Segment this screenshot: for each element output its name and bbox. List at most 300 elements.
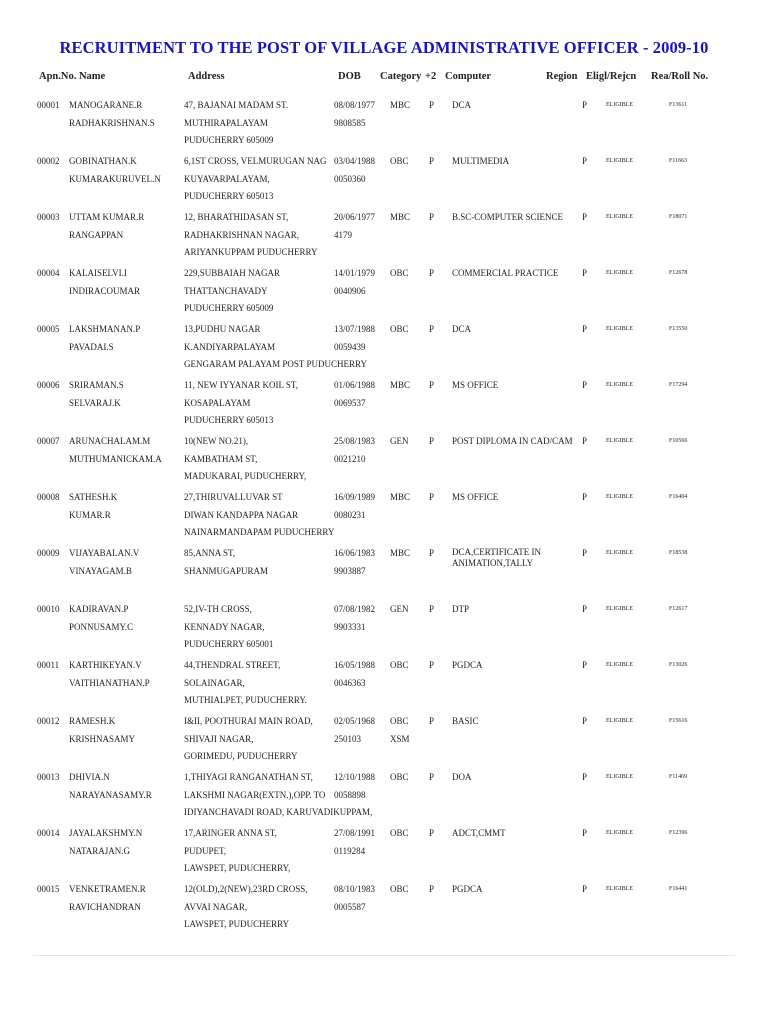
- address-cell-line: MUTHIALPET, PUDUCHERRY.: [184, 695, 307, 705]
- roll-number-cell-line: F11469: [669, 774, 688, 780]
- applicant-name: [69, 377, 124, 412]
- plus2-cell-line: P: [429, 324, 435, 334]
- applicant-name-line: VINAYAGAM.B: [69, 565, 132, 576]
- roll-number-cell: [669, 713, 687, 731]
- eligibility-cell-line: ELIGIBLE: [606, 382, 633, 388]
- applicant-name: [69, 545, 139, 580]
- roll-number-cell: [669, 321, 687, 339]
- dob-cell: [334, 433, 375, 468]
- eligibility-cell: [606, 713, 633, 731]
- apn-number-line: 00011: [37, 660, 60, 670]
- apn-number: [37, 265, 60, 283]
- address-cell-line: GORIMEDU, PUDUCHERRY: [184, 751, 298, 761]
- dob-cell-line: 0058898: [334, 789, 366, 800]
- address-cell-line: 47, BAJANAI MADAM ST.: [184, 100, 289, 110]
- applicant-name-line: KALAISELVI.I: [69, 268, 127, 278]
- address-cell-line: I&II, POOTHURAI MAIN ROAD,: [184, 716, 313, 726]
- computer-cell: [452, 265, 558, 283]
- address-cell-line: 6,1ST CROSS, VELMURUGAN NAG: [184, 156, 327, 166]
- dob-cell: [334, 209, 375, 244]
- dob-cell-line: 9903887: [334, 565, 366, 576]
- table-row: [0, 881, 768, 937]
- eligibility-cell-line: ELIGIBLE: [606, 662, 633, 668]
- address-cell-line: 10(NEW NO.21),: [184, 436, 249, 446]
- apn-number: [37, 545, 60, 563]
- plus2-cell: [429, 153, 434, 171]
- eligibility-cell-line: ELIGIBLE: [606, 158, 633, 164]
- address-cell: [184, 657, 307, 710]
- applicant-name-line: VENKETRAMEN.R: [69, 884, 146, 894]
- category-cell: [390, 713, 410, 748]
- roll-number-cell-line: F10566: [669, 438, 688, 444]
- plus2-cell-line: P: [429, 548, 435, 558]
- applicant-name-line: RADHAKRISHNAN.S: [69, 117, 155, 128]
- dob-cell-line: 14/01/1979: [334, 268, 376, 278]
- address-cell-line: 17,ARINGER ANNA ST,: [184, 828, 277, 838]
- address-cell-line: 12(OLD),2(NEW),23RD CROSS,: [184, 884, 308, 894]
- address-cell-line: MADUKARAI, PUDUCHERRY,: [184, 471, 307, 481]
- applicant-name: [69, 825, 142, 860]
- address-cell-line: KENNADY NAGAR,: [184, 621, 265, 632]
- address-cell-line: PUDUCHERRY 605009: [184, 303, 274, 313]
- dob-cell-line: 16/09/1989: [334, 492, 376, 502]
- applicant-name-line: RANGAPPAN: [69, 229, 124, 240]
- dob-cell-line: 9808585: [334, 117, 366, 128]
- category-cell: [390, 433, 409, 451]
- address-cell: [184, 377, 298, 430]
- applicant-name: [69, 97, 155, 132]
- address-cell-line: 44,THENDRAL STREET,: [184, 660, 281, 670]
- apn-number: [37, 209, 60, 227]
- address-cell-line: 13,PUDHU NAGAR: [184, 324, 261, 334]
- dob-cell-line: 0046363: [334, 677, 366, 688]
- region-cell: [582, 153, 587, 171]
- plus2-cell: [429, 601, 434, 619]
- region-cell-line: P: [582, 660, 588, 670]
- dob-cell-line: 13/07/1988: [334, 324, 376, 334]
- table-row: [0, 265, 768, 321]
- roll-number-cell: [669, 545, 687, 563]
- plus2-cell: [429, 657, 434, 675]
- header-plus2: +2: [425, 71, 437, 82]
- computer-cell-line: DTP: [452, 604, 470, 614]
- address-cell-line: 229,SUBBAIAH NAGAR: [184, 268, 281, 278]
- eligibility-cell-line: ELIGIBLE: [606, 214, 633, 220]
- header-dob: DOB: [338, 71, 361, 82]
- plus2-cell: [429, 97, 434, 115]
- category-cell: [390, 881, 409, 899]
- dob-cell: [334, 265, 375, 300]
- address-cell-line: 1,THIYAGI RANGANATHAN ST,: [184, 772, 313, 782]
- plus2-cell-line: P: [429, 492, 435, 502]
- region-cell-line: P: [582, 772, 588, 782]
- address-cell-line: 12, BHARATHIDASAN ST,: [184, 212, 289, 222]
- eligibility-cell: [606, 769, 633, 787]
- applicant-name: [69, 489, 117, 524]
- applicant-name-line: VIJAYABALAN.V: [69, 548, 140, 558]
- dob-cell-line: 08/08/1977: [334, 100, 376, 110]
- computer-cell: [452, 825, 506, 843]
- eligibility-cell: [606, 601, 633, 619]
- eligibility-cell-line: ELIGIBLE: [606, 886, 633, 892]
- eligibility-cell-line: ELIGIBLE: [606, 438, 633, 444]
- apn-number: [37, 377, 60, 395]
- plus2-cell: [429, 377, 434, 395]
- address-cell-line: NAINARMANDAPAM PUDUCHERRY: [184, 527, 335, 537]
- dob-cell-line: 25/08/1983: [334, 436, 376, 446]
- eligibility-cell: [606, 97, 633, 115]
- address-cell: [184, 153, 326, 206]
- apn-number: [37, 825, 60, 843]
- computer-cell: [452, 601, 469, 619]
- applicant-name-line: GOBINATHAN.K: [69, 156, 137, 166]
- category-cell: [390, 769, 409, 787]
- apn-number-line: 00008: [37, 492, 60, 502]
- applicant-name-line: VAITHIANATHAN.P: [69, 677, 150, 688]
- table-row: [0, 713, 768, 769]
- category-cell: [390, 209, 410, 227]
- apn-number-line: 00007: [37, 436, 60, 446]
- region-cell-line: P: [582, 380, 588, 390]
- applicant-name: [69, 881, 146, 916]
- plus2-cell-line: P: [429, 716, 435, 726]
- address-cell-line: LAWSPET, PUDUCHERRY: [184, 919, 290, 929]
- computer-cell-line: MULTIMEDIA: [452, 156, 510, 166]
- address-cell: [184, 97, 288, 150]
- category-cell-line: XSM: [390, 733, 410, 744]
- computer-cell: [452, 209, 563, 227]
- plus2-cell-line: P: [429, 884, 435, 894]
- apn-number-line: 00004: [37, 268, 60, 278]
- applicant-name: [69, 153, 161, 188]
- dob-cell: [334, 657, 375, 692]
- dob-cell-line: 0040906: [334, 285, 366, 296]
- plus2-cell: [429, 265, 434, 283]
- category-cell-line: MBC: [390, 212, 411, 222]
- roll-number-cell-line: F12678: [669, 270, 688, 276]
- roll-number-cell: [669, 97, 687, 115]
- dob-cell-line: 0059439: [334, 341, 366, 352]
- plus2-cell: [429, 769, 434, 787]
- dob-cell-line: 20/06/1977: [334, 212, 376, 222]
- table-row: [0, 657, 768, 713]
- roll-number-cell-line: F12617: [669, 606, 688, 612]
- address-cell-line: GENGARAM PALAYAM POST PUDUCHERRY: [184, 359, 367, 369]
- eligibility-cell-line: ELIGIBLE: [606, 326, 633, 332]
- eligibility-cell-line: ELIGIBLE: [606, 718, 633, 724]
- dob-cell-line: 0005587: [334, 901, 366, 912]
- category-cell: [390, 321, 409, 339]
- address-cell: [184, 825, 290, 878]
- computer-cell: [452, 321, 471, 339]
- dob-cell-line: 0050360: [334, 173, 366, 184]
- applicant-name: [69, 321, 140, 356]
- header-roll: Rea/Roll No.: [651, 71, 709, 82]
- address-cell-line: PUDUPET,: [184, 845, 227, 856]
- roll-number-cell: [669, 265, 687, 283]
- region-cell-line: P: [582, 436, 588, 446]
- eligibility-cell-line: ELIGIBLE: [606, 494, 633, 500]
- table-row: [0, 97, 768, 153]
- apn-number: [37, 657, 59, 675]
- address-cell-line: K.ANDIYARPALAYAM: [184, 341, 276, 352]
- address-cell-line: AVVAI NAGAR,: [184, 901, 248, 912]
- dob-cell-line: 0069537: [334, 397, 366, 408]
- address-cell-line: KUYAVARPALAYAM,: [184, 173, 270, 184]
- plus2-cell-line: P: [429, 212, 435, 222]
- applicant-name-line: PAVADAI.S: [69, 341, 114, 352]
- dob-cell: [334, 489, 375, 524]
- applicant-name-line: INDIRACOUMAR: [69, 285, 141, 296]
- roll-number-cell-line: F18538: [669, 550, 688, 556]
- region-cell: [582, 489, 587, 507]
- category-cell-line: OBC: [390, 884, 409, 894]
- computer-cell: [452, 769, 472, 787]
- category-cell-line: OBC: [390, 156, 409, 166]
- applicant-name-line: SRIRAMAN.S: [69, 380, 124, 390]
- category-cell: [390, 489, 410, 507]
- address-cell-line: LAWSPET, PUDUCHERRY,: [184, 863, 291, 873]
- computer-cell-line: DOA: [452, 772, 472, 782]
- category-cell-line: OBC: [390, 324, 409, 334]
- applicant-name-line: KADIRAVAN.P: [69, 604, 129, 614]
- eligibility-cell: [606, 657, 633, 675]
- apn-number-line: 00006: [37, 380, 60, 390]
- dob-cell-line: 0080231: [334, 509, 366, 520]
- region-cell: [582, 209, 587, 227]
- header-region: Region: [546, 71, 578, 82]
- applicant-name: [69, 209, 144, 244]
- plus2-cell-line: P: [429, 828, 435, 838]
- address-cell: [184, 433, 306, 486]
- apn-number-line: 00001: [37, 100, 60, 110]
- eligibility-cell: [606, 377, 633, 395]
- dob-cell-line: 03/04/1988: [334, 156, 376, 166]
- applicant-name-line: NARAYANASAMY.R: [69, 789, 152, 800]
- dob-cell: [334, 97, 375, 132]
- roll-number-cell-line: F13550: [669, 326, 688, 332]
- computer-cell: [452, 97, 471, 115]
- region-cell: [582, 881, 587, 899]
- table-row: [0, 489, 768, 545]
- eligibility-cell: [606, 825, 633, 843]
- roll-number-cell-line: F11663: [669, 158, 688, 164]
- category-cell-line: OBC: [390, 268, 409, 278]
- computer-cell-line: DCA: [452, 324, 472, 334]
- plus2-cell: [429, 489, 434, 507]
- eligibility-cell: [606, 545, 633, 563]
- dob-cell-line: 07/08/1982: [334, 604, 376, 614]
- region-cell: [582, 377, 587, 395]
- apn-number: [37, 153, 60, 171]
- computer-cell-line: MS OFFICE: [452, 380, 499, 390]
- applicant-name-line: ARUNACHALAM.M: [69, 436, 151, 446]
- eligibility-cell: [606, 153, 633, 171]
- category-cell-line: MBC: [390, 100, 411, 110]
- header-category: Category: [380, 71, 422, 82]
- eligibility-cell: [606, 265, 633, 283]
- address-cell: [184, 881, 308, 934]
- address-cell: [184, 265, 280, 318]
- roll-number-cell: [669, 489, 687, 507]
- applicant-name-line: DHIVIA.N: [69, 772, 110, 782]
- region-cell-line: P: [582, 716, 588, 726]
- plus2-cell: [429, 209, 434, 227]
- address-cell-line: PUDUCHERRY 605013: [184, 191, 274, 201]
- table-row: [0, 377, 768, 433]
- region-cell-line: P: [582, 884, 588, 894]
- eligibility-cell-line: ELIGIBLE: [606, 606, 633, 612]
- computer-cell-line: BASIC: [452, 716, 479, 726]
- apn-number-line: 00005: [37, 324, 60, 334]
- address-cell: [184, 601, 273, 654]
- applicant-name-line: SELVARAJ.K: [69, 397, 121, 408]
- page-title: RECRUITMENT TO THE POST OF VILLAGE ADMINISTRATIVE OFFICER - 2009-10: [59, 38, 709, 57]
- region-cell: [582, 657, 587, 675]
- applicant-name-line: SATHESH.K: [69, 492, 118, 502]
- region-cell-line: P: [582, 548, 588, 558]
- applicant-name-line: MANOGARANE.R: [69, 100, 143, 110]
- address-cell-line: RADHAKRISHNAN NAGAR,: [184, 229, 300, 240]
- dob-cell: [334, 377, 375, 412]
- computer-cell-line: MS OFFICE: [452, 492, 499, 502]
- dob-cell-line: 0021210: [334, 453, 366, 464]
- eligibility-cell: [606, 881, 633, 899]
- address-cell-line: ARIYANKUPPAM PUDUCHERRY: [184, 247, 318, 257]
- applicant-name-line: PONNUSAMY.C: [69, 621, 134, 632]
- region-cell-line: P: [582, 268, 588, 278]
- apn-number: [37, 433, 60, 451]
- category-cell-line: OBC: [390, 660, 409, 670]
- roll-number-cell-line: F16404: [669, 494, 688, 500]
- computer-cell-line: COMMERCIAL PRACTICE: [452, 268, 559, 278]
- apn-number: [37, 769, 60, 787]
- category-cell-line: OBC: [390, 828, 409, 838]
- apn-number: [37, 713, 60, 731]
- region-cell-line: P: [582, 156, 588, 166]
- roll-number-cell-line: F16441: [669, 886, 688, 892]
- address-cell-line: KOSAPALAYAM: [184, 397, 251, 408]
- roll-number-cell: [669, 825, 687, 843]
- region-cell: [582, 545, 587, 563]
- region-cell-line: P: [582, 604, 588, 614]
- category-cell: [390, 265, 409, 283]
- apn-number-line: 00002: [37, 156, 60, 166]
- dob-cell-line: 01/06/1988: [334, 380, 376, 390]
- apn-number-line: 00010: [37, 604, 60, 614]
- table-row: [0, 601, 768, 657]
- applicant-name: [69, 657, 150, 692]
- roll-number-cell: [669, 153, 687, 171]
- plus2-cell-line: P: [429, 772, 435, 782]
- apn-number: [37, 601, 60, 619]
- category-cell: [390, 825, 409, 843]
- category-cell: [390, 545, 410, 563]
- region-cell: [582, 825, 587, 843]
- dob-cell-line: 16/05/1988: [334, 660, 376, 670]
- roll-number-cell-line: F13611: [669, 102, 688, 108]
- category-cell: [390, 377, 410, 395]
- roll-number-cell: [669, 657, 687, 675]
- plus2-cell-line: P: [429, 268, 435, 278]
- region-cell-line: P: [582, 492, 588, 502]
- category-cell-line: MBC: [390, 492, 411, 502]
- roll-number-cell: [669, 881, 687, 899]
- header-address: Address: [188, 71, 225, 82]
- category-cell-line: GEN: [390, 436, 409, 446]
- category-cell-line: MBC: [390, 548, 411, 558]
- computer-cell-line: PGDCA: [452, 660, 483, 670]
- applicant-name-line: MUTHUMANICKAM.A: [69, 453, 162, 464]
- eligibility-cell-line: ELIGIBLE: [606, 102, 633, 108]
- eligibility-cell-line: ELIGIBLE: [606, 830, 633, 836]
- computer-cell-line: DCA,CERTIFICATE IN ANIMATION,TALLY: [452, 547, 541, 568]
- apn-number-line: 00014: [37, 828, 60, 838]
- header-computer: Computer: [445, 71, 492, 82]
- computer-cell: [452, 547, 580, 569]
- plus2-cell: [429, 713, 434, 731]
- dob-cell-line: 9903331: [334, 621, 366, 632]
- dob-cell-line: 02/05/1968: [334, 716, 376, 726]
- plus2-cell: [429, 881, 434, 899]
- computer-cell: [452, 713, 479, 731]
- eligibility-cell-line: ELIGIBLE: [606, 774, 633, 780]
- region-cell: [582, 713, 587, 731]
- applicant-name-line: KRISHNASAMY: [69, 733, 136, 744]
- plus2-cell-line: P: [429, 100, 435, 110]
- address-cell-line: PUDUCHERRY 605009: [184, 135, 274, 145]
- address-cell: [184, 489, 334, 542]
- address-cell: [184, 713, 313, 766]
- applicant-name-line: RAVICHANDRAN: [69, 901, 141, 912]
- table-row: [0, 545, 768, 601]
- applicant-name-line: LAKSHMANAN.P: [69, 324, 141, 334]
- address-cell-line: 85,ANNA ST,: [184, 548, 236, 558]
- plus2-cell: [429, 321, 434, 339]
- dob-cell-line: 0119284: [334, 845, 366, 856]
- address-cell-line: 11, NEW IYYANAR KOIL ST,: [184, 380, 298, 390]
- plus2-cell: [429, 433, 434, 451]
- dob-cell-line: 250103: [334, 733, 361, 744]
- computer-cell: [452, 377, 498, 395]
- address-cell-line: MUTHIRAPALAYAM: [184, 117, 268, 128]
- header-elig: Eligl/Rejcn: [586, 71, 637, 82]
- plus2-cell: [429, 545, 434, 563]
- dob-cell-line: 4179: [334, 229, 352, 240]
- table-row: [0, 769, 768, 825]
- address-cell-line: SHIVAJI NAGAR,: [184, 733, 254, 744]
- applicant-name-line: RAMESH.K: [69, 716, 116, 726]
- address-cell-line: IDIYANCHAVADI ROAD, KARUVADIKUPPAM,: [184, 807, 373, 817]
- region-cell: [582, 265, 587, 283]
- plus2-cell-line: P: [429, 436, 435, 446]
- roll-number-cell-line: F15616: [669, 718, 688, 724]
- category-cell-line: MBC: [390, 380, 411, 390]
- dob-cell-line: 27/08/1991: [334, 828, 376, 838]
- category-cell: [390, 97, 410, 115]
- apn-number: [37, 321, 60, 339]
- computer-cell-line: ADCT,CMMT: [452, 828, 506, 838]
- region-cell: [582, 433, 587, 451]
- apn-number-line: 00012: [37, 716, 60, 726]
- roll-number-cell: [669, 433, 687, 451]
- apn-number: [37, 489, 60, 507]
- eligibility-cell: [606, 489, 633, 507]
- applicant-name: [69, 601, 133, 636]
- eligibility-cell: [606, 321, 633, 339]
- roll-number-cell: [669, 377, 687, 395]
- address-cell-line: LAKSHMI NAGAR(EXTN.),OPP. TO: [184, 789, 326, 800]
